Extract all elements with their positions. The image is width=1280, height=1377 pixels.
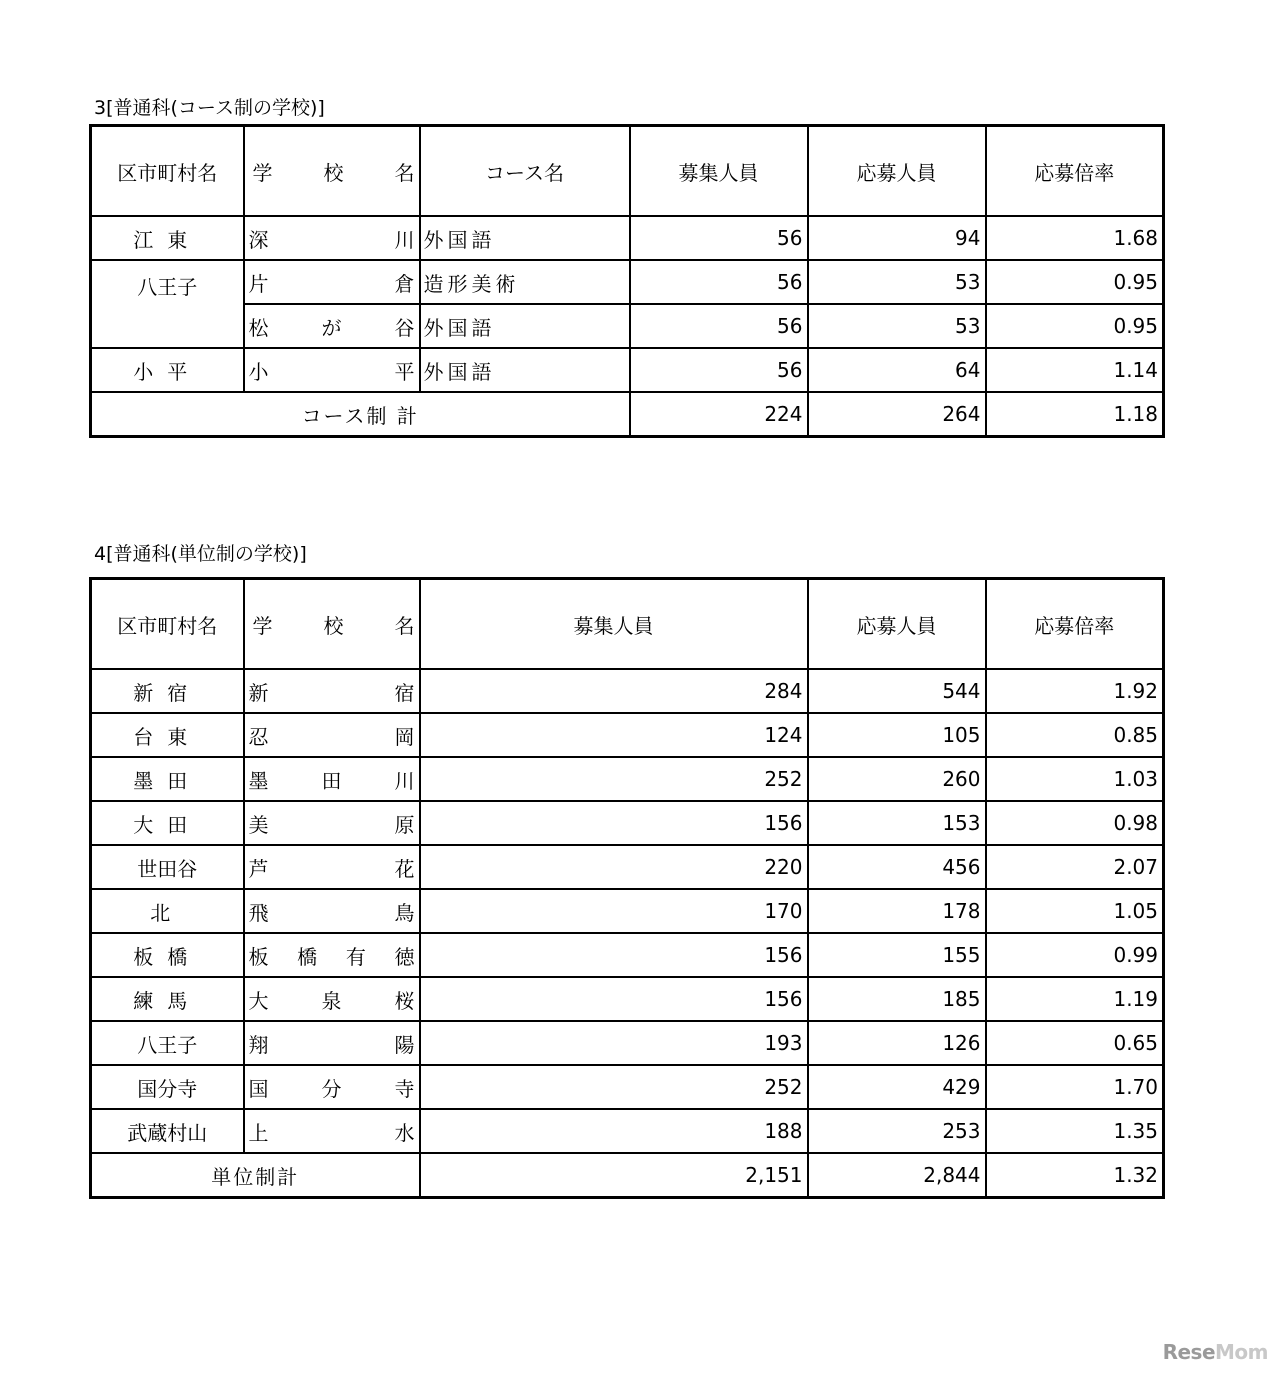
ratio-cell: 1.68 [986, 216, 1164, 260]
header-capacity: 募集人員 [630, 126, 808, 217]
header-applicants: 応募人員 [808, 126, 986, 217]
ratio-cell: 1.05 [986, 889, 1164, 933]
applicants-cell: 178 [808, 889, 986, 933]
capacity-cell: 56 [630, 348, 808, 392]
school-cell: 大泉桜 [244, 977, 420, 1021]
ratio-cell: 1.92 [986, 669, 1164, 713]
ratio-cell: 0.95 [986, 260, 1164, 304]
school-cell: 翔陽 [244, 1021, 420, 1065]
capacity-cell: 156 [420, 977, 808, 1021]
school-cell: 松が谷 [244, 304, 420, 348]
course-cell: 外国語 [420, 304, 630, 348]
table-row [91, 1065, 1164, 1109]
applicants-cell: 64 [808, 348, 986, 392]
municipality-cell: 小平 [91, 348, 244, 392]
capacity-cell: 156 [420, 801, 808, 845]
applicants-cell: 105 [808, 713, 986, 757]
applicants-cell: 429 [808, 1065, 986, 1109]
table-row [91, 304, 1164, 348]
ratio-cell: 1.03 [986, 757, 1164, 801]
total-applicants: 2,844 [808, 1153, 986, 1198]
table-row [91, 845, 1164, 889]
municipality-cell: 北 [91, 889, 244, 933]
capacity-cell: 252 [420, 757, 808, 801]
ratio-cell: 1.14 [986, 348, 1164, 392]
header-course: コース名 [420, 126, 630, 217]
table-row [91, 1021, 1164, 1065]
ratio-cell: 0.95 [986, 304, 1164, 348]
school-cell: 芦花 [244, 845, 420, 889]
applicants-cell: 185 [808, 977, 986, 1021]
total-ratio: 1.18 [986, 392, 1164, 437]
course-system-table [89, 124, 1165, 438]
municipality-cell: 八王子 [91, 260, 244, 348]
capacity-cell: 56 [630, 304, 808, 348]
municipality-cell: 練馬 [91, 977, 244, 1021]
applicants-cell: 126 [808, 1021, 986, 1065]
capacity-cell: 124 [420, 713, 808, 757]
course-cell: 外国語 [420, 348, 630, 392]
applicants-cell: 260 [808, 757, 986, 801]
ratio-cell: 0.98 [986, 801, 1164, 845]
capacity-cell: 56 [630, 260, 808, 304]
total-ratio: 1.32 [986, 1153, 1164, 1198]
applicants-cell: 94 [808, 216, 986, 260]
header-ratio: 応募倍率 [986, 579, 1164, 670]
municipality-cell: 板橋 [91, 933, 244, 977]
resemom-logo: ReseMom [1162, 1340, 1268, 1364]
municipality-cell: 世田谷 [91, 845, 244, 889]
course-cell: 造形美術 [420, 260, 630, 304]
table4-title: 4[普通科(単位制の学校)] [94, 543, 307, 565]
municipality-cell: 大田 [91, 801, 244, 845]
applicants-cell: 253 [808, 1109, 986, 1153]
capacity-cell: 284 [420, 669, 808, 713]
ratio-cell: 2.07 [986, 845, 1164, 889]
table-row [91, 801, 1164, 845]
municipality-cell: 国分寺 [91, 1065, 244, 1109]
table-header-row [91, 579, 1164, 670]
total-row [91, 392, 1164, 437]
capacity-cell: 220 [420, 845, 808, 889]
municipality-cell: 江東 [91, 216, 244, 260]
capacity-cell: 188 [420, 1109, 808, 1153]
school-cell: 小平 [244, 348, 420, 392]
header-school: 学校名 [244, 579, 420, 670]
applicants-cell: 155 [808, 933, 986, 977]
table-row [91, 348, 1164, 392]
municipality-cell: 八王子 [91, 1021, 244, 1065]
header-municipality: 区市町村名 [91, 126, 244, 217]
capacity-cell: 156 [420, 933, 808, 977]
table-row [91, 713, 1164, 757]
municipality-cell: 新宿 [91, 669, 244, 713]
total-applicants: 264 [808, 392, 986, 437]
header-school: 学校名 [244, 126, 420, 217]
total-label: 単位制計 [91, 1153, 420, 1198]
table-row [91, 1109, 1164, 1153]
table-row [91, 933, 1164, 977]
ratio-cell: 1.70 [986, 1065, 1164, 1109]
table-row [91, 216, 1164, 260]
header-applicants: 応募人員 [808, 579, 986, 670]
school-cell: 片倉 [244, 260, 420, 304]
school-cell: 国分寺 [244, 1065, 420, 1109]
ratio-cell: 1.35 [986, 1109, 1164, 1153]
table-row [91, 889, 1164, 933]
table3-title: 3[普通科(コース制の学校)] [94, 97, 325, 119]
capacity-cell: 56 [630, 216, 808, 260]
table-header-row [91, 126, 1164, 217]
school-cell: 美原 [244, 801, 420, 845]
school-cell: 上水 [244, 1109, 420, 1153]
capacity-cell: 193 [420, 1021, 808, 1065]
school-cell: 墨田川 [244, 757, 420, 801]
total-capacity: 224 [630, 392, 808, 437]
school-cell: 飛鳥 [244, 889, 420, 933]
ratio-cell: 0.85 [986, 713, 1164, 757]
capacity-cell: 252 [420, 1065, 808, 1109]
applicants-cell: 153 [808, 801, 986, 845]
capacity-cell: 170 [420, 889, 808, 933]
applicants-cell: 53 [808, 304, 986, 348]
course-cell: 外国語 [420, 216, 630, 260]
school-cell: 板橋有徳 [244, 933, 420, 977]
applicants-cell: 53 [808, 260, 986, 304]
municipality-cell: 墨田 [91, 757, 244, 801]
table-row [91, 977, 1164, 1021]
header-capacity: 募集人員 [420, 579, 808, 670]
header-ratio: 応募倍率 [986, 126, 1164, 217]
total-label: コース制 計 [91, 392, 630, 437]
table-row [91, 757, 1164, 801]
total-row [91, 1153, 1164, 1198]
applicants-cell: 544 [808, 669, 986, 713]
credit-system-table [89, 577, 1165, 1199]
school-cell: 深川 [244, 216, 420, 260]
ratio-cell: 1.19 [986, 977, 1164, 1021]
school-cell: 新宿 [244, 669, 420, 713]
ratio-cell: 0.65 [986, 1021, 1164, 1065]
municipality-cell: 武蔵村山 [91, 1109, 244, 1153]
header-municipality: 区市町村名 [91, 579, 244, 670]
municipality-cell: 台東 [91, 713, 244, 757]
total-capacity: 2,151 [420, 1153, 808, 1198]
ratio-cell: 0.99 [986, 933, 1164, 977]
applicants-cell: 456 [808, 845, 986, 889]
school-cell: 忍岡 [244, 713, 420, 757]
table-row [91, 260, 1164, 304]
table-row [91, 669, 1164, 713]
